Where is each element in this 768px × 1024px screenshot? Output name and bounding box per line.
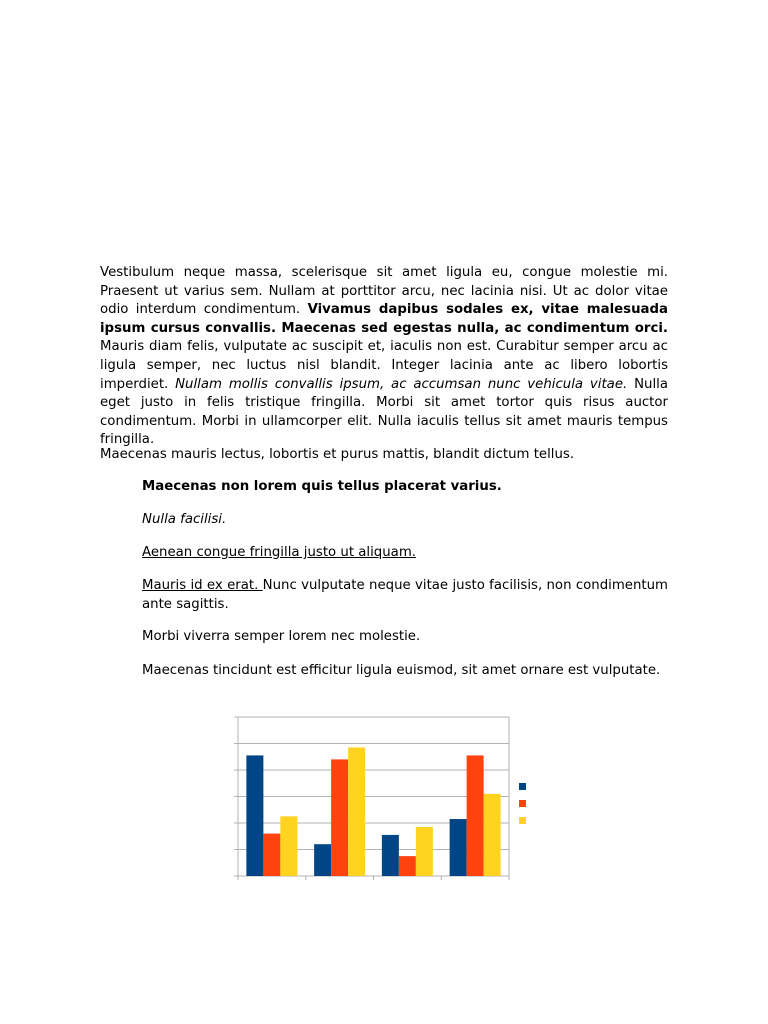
- indented-italic-line: Nulla facilisi.: [142, 512, 227, 527]
- mixed-plain-text: Nunc vulputate neque vitae justo facilisis, non condimentum ante sagittis.: [142, 578, 668, 612]
- legend-swatch-3: [519, 817, 526, 824]
- indented-underlined-line: [142, 544, 668, 563]
- paragraph-1-text-b: Mauris diam felis, vulputate ac suscipit et, iaculis non est. Curabitur semper arcu ac ligula semper, nec luctus nisl blandit. Integer lacinia ante ac libero lobortis imperdiet.: [100, 339, 668, 392]
- mixed-underlined-text: Mauris id ex erat.: [142, 578, 263, 593]
- paragraph-1-text-a: Vestibulum neque massa, scelerisque sit amet ligula eu, congue molestie mi. Praesent ut varius sem. Nullam at porttitor arcu, nec lacinia nisi. Ut ac dolor vitae odio interdum condimentum.: [100, 265, 668, 318]
- bar-series-3: [280, 816, 297, 876]
- bar-series-1: [314, 844, 331, 876]
- paragraph-1-bold-text: Vivamus dapibus sodales ex, vitae malesuada ipsum cursus convallis. Maecenas sed egestas nulla, ac condimentum orci.: [100, 302, 669, 336]
- body-paragraph-2: Maecenas mauris lectus, lobortis et purus mattis, blandit dictum tellus.: [100, 447, 575, 462]
- bar-series-3: [348, 747, 365, 876]
- indented-line-6: Maecenas tincidunt est efficitur ligula euismod, sit amet ornare est vulputate.: [142, 663, 661, 678]
- paragraph-1-text-c: Nulla eget justo in felis tristique fringilla. Morbi sit amet tortor quis risus auctor condimentum. Morbi in ullamcorper elit. Nulla iaculis tellus sit amet mauris tempus fringilla.: [100, 376, 668, 448]
- body-paragraph-1: [100, 264, 668, 450]
- legend-swatch-1: [519, 783, 526, 790]
- bar-series-3: [416, 827, 433, 876]
- underlined-text: Aenean congue fringilla justo ut aliquam.: [142, 545, 416, 560]
- indented-bold-line: Maecenas non lorem quis tellus placerat varius.: [142, 479, 502, 494]
- bar-series-2: [263, 834, 280, 876]
- bar-chart: [228, 712, 528, 892]
- bar-series-2: [331, 759, 348, 876]
- paragraph-1-italic-text: Nullam mollis convallis ipsum, ac accumsan nunc vehicula vitae.: [175, 376, 628, 392]
- bar-series-2: [399, 856, 416, 876]
- indented-mixed-paragraph: [142, 577, 668, 614]
- legend-swatch-2: [519, 800, 526, 807]
- bar-series-1: [246, 755, 263, 876]
- bar-series-1: [382, 835, 399, 876]
- bar-series-2: [467, 755, 484, 876]
- indented-line-5: Morbi viverra semper lorem nec molestie.: [142, 629, 421, 644]
- bar-series-3: [484, 794, 501, 876]
- bar-series-1: [450, 819, 467, 876]
